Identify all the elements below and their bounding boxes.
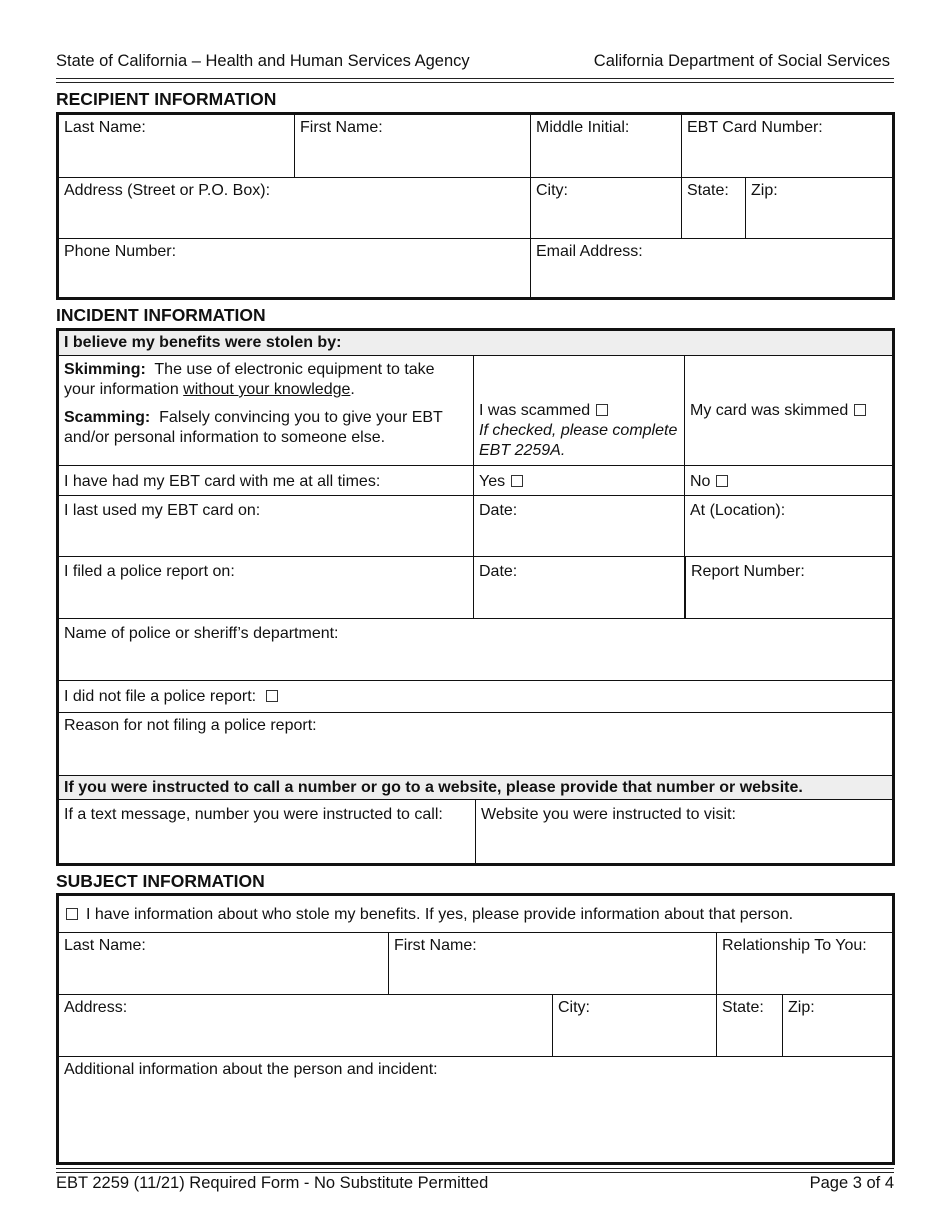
subject-have-info-option: [59, 896, 892, 932]
recipient-city-label: City:: [536, 182, 568, 199]
subject-section-title: SUBJECT INFORMATION: [56, 871, 265, 891]
stolen-by-header-row: [59, 331, 892, 355]
skimmed-label: My card was skimmed: [690, 402, 849, 419]
form-id: EBT 2259 (11/21) Required Form - No Substitute Permitted: [56, 1174, 489, 1192]
subject-zip-field[interactable]: [782, 995, 892, 1057]
police-dept-field[interactable]: [59, 619, 892, 681]
stolen-by-header: I believe my benefits were stolen by:: [64, 334, 342, 351]
last-used-location-field[interactable]: [684, 496, 892, 557]
subject-relationship-label: Relationship To You:: [722, 937, 867, 954]
recipient-last-name-label: Last Name:: [64, 119, 146, 136]
recipient-last-name-field[interactable]: [59, 115, 294, 177]
recipient-zip-label: Zip:: [751, 182, 778, 199]
recipient-zip-field[interactable]: [745, 178, 892, 239]
scammed-note: If checked, please complete EBT 2259A.: [479, 422, 678, 459]
recipient-middle-initial-field[interactable]: [530, 115, 681, 177]
subject-additional-label: Additional information about the person and incident:: [64, 1061, 438, 1078]
subject-additional-field[interactable]: [59, 1057, 892, 1163]
scamming-text: Falsely convincing you to give your EBT and/or personal information to someone else.: [64, 409, 443, 446]
card-with-me-no: [684, 466, 892, 496]
no-report-checkbox[interactable]: [266, 690, 278, 702]
recipient-city-field[interactable]: [530, 178, 681, 239]
incident-section-title: INCIDENT INFORMATION: [56, 305, 266, 325]
last-used-location-label: At (Location):: [690, 502, 786, 519]
subject-zip-label: Zip:: [788, 999, 815, 1016]
subject-have-info-checkbox[interactable]: [66, 908, 78, 920]
footer-rule-top: [56, 1168, 894, 1169]
filed-report-label: I filed a police report on:: [64, 563, 235, 580]
department-name: California Department of Social Services: [593, 52, 890, 70]
instructed-row: [59, 799, 892, 864]
page-footer: [56, 1174, 894, 1196]
subject-address-field[interactable]: [59, 995, 552, 1057]
report-date-field[interactable]: [473, 557, 684, 619]
theft-method-row: [59, 355, 892, 466]
recipient-row-name: [59, 115, 892, 177]
subject-first-name-label: First Name:: [394, 937, 477, 954]
scamming-term: Scamming:: [64, 409, 151, 426]
recipient-info-box: [56, 112, 895, 300]
report-date-label: Date:: [479, 563, 518, 580]
subject-additional-row: [59, 1056, 892, 1163]
card-with-me-yes-checkbox[interactable]: [511, 475, 523, 487]
website-field[interactable]: [475, 800, 892, 864]
footer-rule-bottom: [56, 1172, 894, 1173]
last-used-date-field[interactable]: [473, 496, 684, 557]
reason-field[interactable]: [59, 713, 892, 776]
card-with-me-label: I have had my EBT card with me at all times:: [64, 473, 381, 490]
recipient-email-field[interactable]: [530, 239, 892, 298]
subject-have-info-label: I have information about who stole my benefits. If yes, please provide information about that person.: [86, 906, 794, 923]
page-number: Page 3 of 4: [809, 1174, 894, 1192]
ebt-card-number-field[interactable]: [681, 115, 892, 177]
recipient-row-contact: [59, 238, 892, 298]
yes-label: Yes: [479, 473, 506, 490]
subject-last-name-field[interactable]: [59, 933, 388, 995]
skimming-definition: [64, 360, 468, 400]
report-number-label: Report Number:: [691, 563, 805, 580]
skimmed-checkbox[interactable]: [854, 404, 866, 416]
skimming-text-end: .: [350, 381, 355, 398]
skimmed-option: [684, 356, 892, 466]
card-with-me-yes: [473, 466, 684, 496]
police-dept-label: Name of police or sheriff’s department:: [64, 625, 339, 642]
card-with-me-row: [59, 465, 892, 496]
subject-first-name-field[interactable]: [388, 933, 716, 995]
recipient-phone-field[interactable]: [59, 239, 530, 298]
skimming-underline-text: without your knowledge: [183, 381, 351, 398]
no-report-label: I did not file a police report:: [64, 688, 257, 705]
subject-address-label: Address:: [64, 999, 128, 1016]
header-rule-bottom: [56, 82, 894, 83]
subject-city-field[interactable]: [552, 995, 716, 1057]
recipient-address-label: Address (Street or P.O. Box):: [64, 182, 271, 199]
card-with-me-no-checkbox[interactable]: [716, 475, 728, 487]
recipient-middle-initial-label: Middle Initial:: [536, 119, 630, 136]
scammed-label: I was scammed: [479, 402, 591, 419]
recipient-address-field[interactable]: [59, 178, 530, 239]
subject-city-label: City:: [558, 999, 590, 1016]
scamming-definition: [64, 408, 468, 448]
report-number-field[interactable]: [684, 557, 892, 619]
page-header: [56, 52, 890, 74]
agency-name: State of California – Health and Human Services Agency: [56, 52, 470, 70]
police-dept-row: [59, 618, 892, 681]
instructed-header-row: [59, 775, 892, 800]
theft-definitions: [59, 356, 473, 466]
reason-label: Reason for not filing a police report:: [64, 717, 317, 734]
reason-row: [59, 712, 892, 776]
text-number-field[interactable]: [59, 800, 475, 864]
recipient-row-address: [59, 177, 892, 239]
police-report-row: [59, 556, 892, 619]
instructed-header: If you were instructed to call a number or go to a website, please provide that number or website.: [64, 779, 803, 796]
skimming-term: Skimming:: [64, 361, 146, 378]
website-label: Website you were instructed to visit:: [481, 806, 736, 823]
subject-state-label: State:: [722, 999, 764, 1016]
subject-row-address: [59, 994, 892, 1057]
recipient-first-name-field[interactable]: [294, 115, 530, 177]
subject-state-field[interactable]: [716, 995, 782, 1057]
recipient-phone-label: Phone Number:: [64, 243, 177, 260]
ebt-card-number-label: EBT Card Number:: [687, 119, 823, 136]
incident-info-box: [56, 328, 895, 866]
subject-relationship-field[interactable]: [716, 933, 892, 995]
recipient-email-label: Email Address:: [536, 243, 643, 260]
last-used-label: I last used my EBT card on:: [64, 502, 261, 519]
recipient-section-title: RECIPIENT INFORMATION: [56, 89, 277, 109]
scammed-option: [473, 356, 684, 466]
recipient-first-name-label: First Name:: [300, 119, 383, 136]
no-label: No: [690, 473, 711, 490]
skimming-text: The use of electronic equipment to take your information: [64, 361, 435, 398]
no-report-row: [59, 680, 892, 713]
text-number-label: If a text message, number you were instructed to call:: [64, 806, 443, 823]
no-report-option: [59, 681, 892, 713]
header-rule-top: [56, 78, 894, 79]
recipient-state-field[interactable]: [681, 178, 745, 239]
last-used-row: [59, 495, 892, 557]
scammed-checkbox[interactable]: [596, 404, 608, 416]
subject-info-box: [56, 893, 895, 1165]
subject-row-name: [59, 932, 892, 995]
last-used-date-label: Date:: [479, 502, 518, 519]
subject-last-name-label: Last Name:: [64, 937, 146, 954]
subject-have-info-row: [59, 896, 892, 932]
recipient-state-label: State:: [687, 182, 729, 199]
